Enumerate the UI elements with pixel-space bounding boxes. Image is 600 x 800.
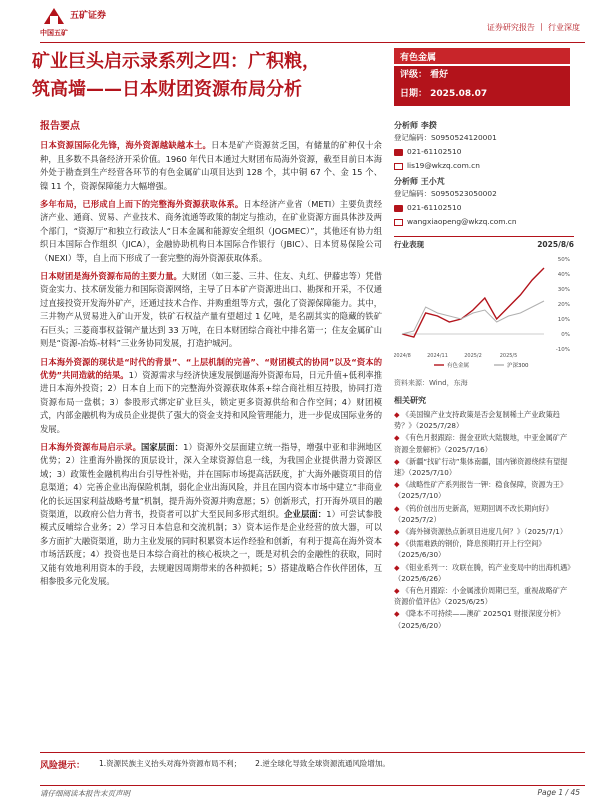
bullet-icon: ◆ (394, 410, 402, 419)
related-title: 相关研究 (394, 396, 426, 405)
bullet-icon: ◆ (394, 609, 402, 619)
related-item[interactable] (394, 562, 574, 584)
phone-icon (394, 149, 403, 156)
bullet-icon: ◆ (394, 503, 402, 513)
bullet-icon: ◆ (394, 433, 402, 443)
x-tick-label: 2024/11 (427, 353, 448, 359)
paragraph-text: 1）资源外交层面建立统一指导，增强中亚和非洲地区优势；2）注重海外勘探的顶层设计，深入全球资源信息一线，为我国企业提供潜力资源区域；3）政策性金融机构出台引导性补贴，并在国际市场提高活跃度，扩大海外融资项目的信息渠道；4）完善企业出海保险机制，弱化企业出海风险，并且在国内资本市场中建立“非商业化的长远国家利益战略考量”机制，提升海外资源并购意愿；5）创新形式，打开海外项目的融资渠道，以政府公信力背书，投资者可以扩大至民间多形式组织。 (40, 441, 382, 519)
paragraph-highlight: 日本海外资源布局启示录。 (40, 441, 142, 452)
analyst-name: 分析师 王小芃 (394, 177, 445, 186)
series-line-nonferrous (402, 268, 544, 337)
related-item[interactable] (394, 409, 574, 431)
related-item-text[interactable]: 《新疆“找矿行动”集体南疆，国内锑资源绕续有望提速》（2025/7/10） (394, 456, 568, 478)
related-item[interactable] (394, 456, 574, 478)
related-item[interactable] (394, 503, 574, 525)
analyst-phone (394, 202, 574, 214)
related-item[interactable] (394, 479, 574, 501)
related-item[interactable] (394, 526, 574, 537)
risk-label: 风险提示： (40, 761, 86, 771)
legend-label: 有色金属 (447, 363, 470, 369)
phone-text: 021-61102510 (407, 147, 462, 156)
report-title (32, 48, 382, 104)
logo-mark-icon (40, 6, 68, 26)
paragraph-1 (40, 139, 382, 193)
x-tick-label: 2025/2 (464, 353, 482, 359)
y-tick-label: 0% (561, 332, 570, 338)
phone-icon (394, 205, 403, 212)
date-label: 日期： (400, 89, 428, 99)
related-item-text[interactable]: 《钨价创出历史新高，短期回调不改长期向好》（2025/7/2） (394, 503, 553, 524)
paragraph-text: 日本经济产业省（METI）主要负责经济产业、通商、贸易、产业技术、商务流通等政策的制定与推动，在矿业资源方面具体涉及两个部门，“资源厅”和独立行政法人“日本金属和能源安全组织（JOGMEC）”，其他还有协力组织日本国际合作组织（JICA），金融协助机构日本国际合作银行（JBIC）、日本贸易保险公司（NEXI）等，自上而下形成了一套完整的海外资源获取体系。 (40, 199, 382, 263)
related-item[interactable] (394, 585, 574, 607)
related-item[interactable] (394, 608, 574, 630)
related-item-text[interactable]: 《有色月报跟踪：掘金亚欧大陆腹地，中亚金属矿产资源全景解析》（2025/7/16） (394, 433, 568, 454)
risk-item: 1.资源民族主义抬头对海外资源布局不利； (99, 759, 242, 768)
company-logo (40, 6, 140, 36)
report-type: 证券研究报告 丨 行业深度 (486, 23, 580, 32)
industry-chart (394, 236, 574, 389)
logo-text: 五矿证券 (70, 11, 107, 21)
related-list (394, 409, 574, 631)
paragraph-highlight: 日本资源国际化先锋，海外资源越缺越本土。 (40, 140, 212, 151)
related-item[interactable] (394, 432, 574, 454)
related-item-text[interactable]: 《钼业系列一：攻联在腾，钨产业变局中的出海机遇》（2025/6/26） (394, 562, 571, 583)
logo-subtext: 中国五矿 (40, 29, 68, 37)
analyst-reg: 登记编码：S0950524120001 (394, 133, 497, 142)
paragraph-subhead: 国家层面： (141, 441, 184, 452)
chart-source: 资料来源：Wind，东海 (394, 379, 468, 387)
risk-warning (40, 758, 585, 771)
title-line-2: 筑高墙——日本财团资源布局分析 (32, 79, 302, 100)
sidebar (394, 116, 574, 632)
paragraph-4 (40, 356, 382, 436)
legend-label: 沪深300 (507, 363, 529, 369)
date-value: 2025.08.07 (430, 89, 488, 99)
industry-label: 有色金属 (394, 48, 570, 64)
chart-label: 行业表现 (394, 240, 424, 249)
footer-divider (40, 785, 585, 786)
analyst-email[interactable] (394, 216, 574, 228)
related-item-text[interactable]: 《海外锑资源热点新项目进度几何？》（2025/7/1） (401, 527, 568, 537)
page-number: Page 1 / 45 (537, 788, 580, 797)
y-tick-label: 10% (557, 317, 570, 323)
analyst-name: 分析师 李揆 (394, 121, 437, 130)
page-header (0, 0, 600, 42)
date-row (394, 85, 570, 104)
related-item[interactable] (394, 538, 574, 560)
rating-value: 看好 (430, 70, 449, 80)
email-text[interactable]: wangxiaopeng@wkzq.com.cn (407, 217, 517, 226)
footer-disclaimer[interactable]: 请仔细阅读本报告末页声明 (40, 789, 130, 798)
related-item-text[interactable]: 《美国镍产业支持政策是否会复制稀土产业政策趋势？》（2025/7/28） (394, 410, 560, 431)
paragraph-3 (40, 270, 382, 350)
main-content (40, 120, 382, 593)
y-tick-label: -10% (555, 347, 570, 353)
paragraph-5 (40, 441, 382, 588)
header-divider (40, 42, 585, 43)
chart-svg (394, 251, 574, 371)
chart-header (394, 239, 574, 251)
paragraph-highlight: 多年布局，已形成自上而下的完整海外资源获取体系。 (40, 199, 244, 210)
bullet-icon: ◆ (394, 527, 402, 537)
bullet-icon: ◆ (394, 539, 402, 549)
x-tick-label: 2024/8 (394, 353, 411, 359)
paragraph-highlight: 日本财团是海外资源布局的主要力量。 (40, 271, 182, 282)
bullet-icon: ◆ (394, 480, 402, 490)
y-tick-label: 40% (557, 272, 570, 278)
y-tick-label: 50% (557, 257, 570, 263)
paragraph-highlight: 日本海外资源的现状是“时代的背景”、“上层机制的完善”、“财团模式的协同”以及“资本的优势”共同造就的结果。 (40, 356, 382, 380)
analyst-reg: 登记编码：S0950523050002 (394, 189, 497, 198)
bullet-icon: ◆ (394, 456, 402, 466)
analyst-phone (394, 146, 574, 158)
email-icon (394, 219, 403, 226)
email-icon (394, 163, 403, 170)
related-item-text[interactable]: 《有色月跟踪：小金属涨价周期已至，重视战略矿产资源价值评估》（2025/6/25） (394, 586, 568, 607)
title-line-1: 矿业巨头启示录系列之四：广积粮， (32, 51, 320, 72)
rating-label: 评级： (400, 70, 428, 80)
chart-date: 2025/8/6 (537, 240, 574, 249)
bullet-icon: ◆ (394, 586, 402, 596)
related-item-text[interactable]: 《战略性矿产系列报告一钾：稳食保障，资源为王》（2025/7/10） (394, 480, 568, 501)
paragraph-text: 大财团（如三菱、三井、住友、丸红、伊藤忠等）凭借资金实力、技术研发能力和国际资源网络，主导了日本矿产资源进出口、勘探和开采，不仅通过直接投资开发海外矿产，还通过技术合作、并购重组等方式，强化了资源保障能力。其中，三井物产从贸易进入矿山开发，铁矿石权益产量有望超过 1 亿吨，是名副其实的隐藏的铁矿石巨头；三菱商事权益铜产量达到 33 万吨，在日本财团综合商社中排名第一；住友金属矿山则是“资源-冶炼-材料”三业务协同发展，打造护城河。 (40, 271, 382, 349)
paragraph-2 (40, 198, 382, 265)
phone-text: 021-61102510 (407, 203, 462, 212)
paragraph-text: 日本是矿产资源贫乏国，有储量的矿种仅十余种，且多数不具备经济开采价值。1960 年代日本通过大财团布局海外资源，截至目前日本海外处于勘查到生产经营各环节的有色金属矿山项目达到 128 个，其中铜 67 个、金 15 个、镍 11 个，资源保障能力大幅增强。 (40, 140, 382, 191)
paragraph-subhead: 企业层面： (284, 508, 327, 519)
section-title: 报告要点 (40, 121, 80, 132)
risk-divider (40, 752, 585, 753)
x-tick-label: 2025/5 (499, 353, 518, 359)
paragraph-text: 1）资源需求与经济快速发展倒逼海外资源布局，日元升值+低利率推进日本海外投资；2）日本自上而下的完整海外资源获取体系+综合商社相互持股，协同打造资源布局一盘棋；3）参股形式绑定矿业巨头，锁定更多资源供给和合作空间；4）财团模式，内部金融机构为成员企业提供了强大的资金支持和风险管理能力，进一步促成国际业务的发展。 (40, 369, 382, 434)
analyst-email[interactable] (394, 160, 574, 172)
related-item-text[interactable]: 《供需难跌的钢价，降息预期打开上行空间》（2025/6/30） (394, 539, 546, 560)
analyst-block (394, 120, 574, 172)
paragraph-text: 1）可尝试参股模式反哺综合业务；2）学习日本信息和交流机制；3）资本运作是企业经营的放大器，可以多方面扩大融资渠道，助力主业发展的同时积累资本运作经验和创新，有利于提高在海外资本市场活跃度；4）投资也是日本综合商社的核心板块之一，既是对机会的金融性的获取，同时又能有效地利用资本的手段，去规避因周期带来的各种损耗；5）搭建战略合作伙伴团体，互相参股多元化发展。 (40, 508, 382, 586)
risk-item: 2.逆全球化导致全球资源流通风险增加。 (255, 759, 390, 768)
rating-row (394, 66, 570, 85)
bullet-icon: ◆ (394, 562, 402, 572)
analyst-block (394, 176, 574, 228)
rating-box (394, 66, 570, 106)
related-item-text[interactable]: 《降本不可持续——澳矿 2025Q1 财报深度分析》（2025/6/20） (394, 609, 565, 630)
email-text[interactable]: lis19@wkzq.com.cn (407, 161, 480, 170)
y-tick-label: 30% (557, 287, 570, 293)
y-tick-label: 20% (557, 302, 570, 308)
